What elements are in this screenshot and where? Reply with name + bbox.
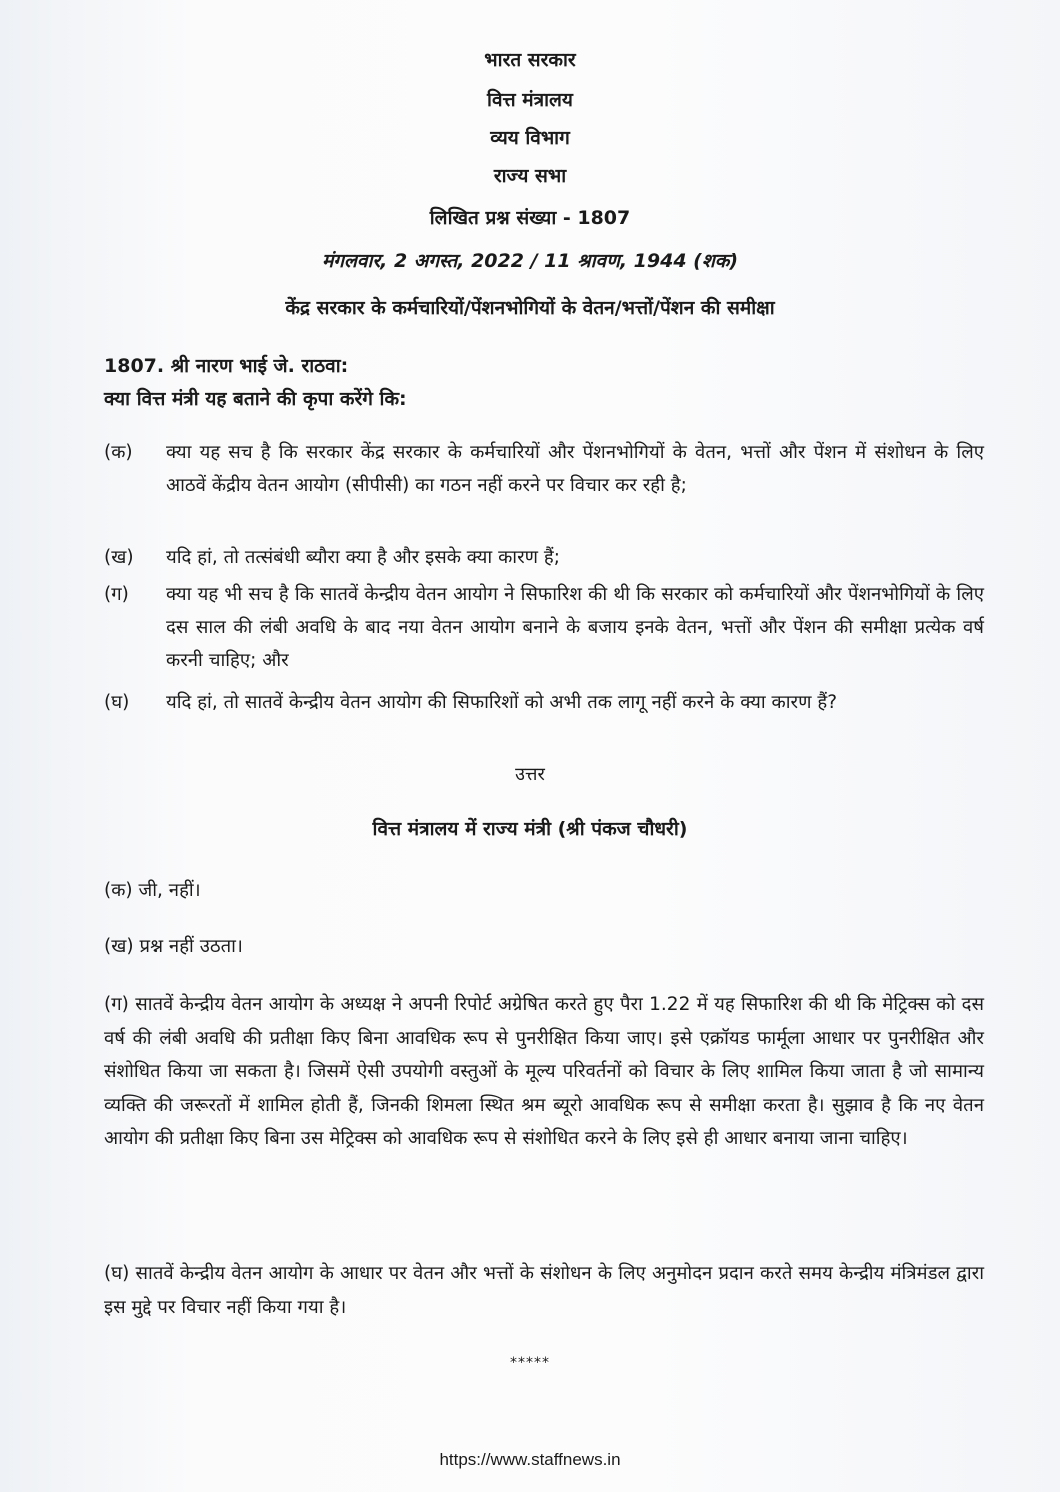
question-item — [104, 578, 984, 677]
header-department: व्यय विभाग — [490, 127, 570, 149]
question-item-label: (क) — [104, 442, 133, 463]
answer-gha: (घ) सातवें केन्द्रीय वेतन आयोग के आधार पर वेतन और भत्तों के संशोधन के लिए अनुमोदन प्रदान करते समय केन्द्रीय मंत्रिमंडल द्वारा इस मुद्दे पर विचार नहीं किया गया है। — [104, 1263, 984, 1318]
header-house: राज्य सभा — [493, 165, 567, 187]
header-govt: भारत सरकार — [484, 49, 576, 71]
question-item-label: (ग) — [104, 584, 129, 605]
question-item-text: यदि हां, तो सातवें केन्द्रीय वेतन आयोग की सिफारिशों को अभी तक लागू नहीं करने के क्या कारण हैं? — [166, 692, 838, 713]
question-date: मंगलवार, 2 अगस्त, 2022 / 11 श्रावण, 1944 (शक) — [321, 250, 739, 272]
question-item — [104, 436, 984, 502]
question-number-line: लिखित प्रश्न संख्या - 1807 — [429, 207, 631, 229]
question-item-text: क्या यह सच है कि सरकार केंद्र सरकार के कर्मचारियों और पेंशनभोगियों के वेतन, भत्तों और पेंशन में संशोधन के लिए आठवें केंद्रीय वेतन आयोग (सीपीसी) का गठन नहीं करने पर विचार कर रही है; — [166, 442, 984, 496]
header-ministry: वित्त मंत्रालय — [487, 89, 573, 111]
answer-kha: (ख) प्रश्न नहीं उठता। — [104, 936, 243, 957]
answer-minister: वित्त मंत्रालय में राज्य मंत्री (श्री पंकज चौधरी) — [372, 818, 688, 840]
answer-heading: उत्तर — [515, 764, 545, 785]
question-item-text: यदि हां, तो तत्संबंधी ब्यौरा क्या है और इसके क्या कारण हैं; — [166, 547, 560, 568]
question-subject: केंद्र सरकार के कर्मचारियों/पेंशनभोगियों के वेतन/भत्तों/पेंशन की समीक्षा — [285, 297, 775, 319]
question-item-label: (ख) — [104, 547, 134, 568]
question-item-label: (घ) — [104, 692, 130, 713]
question-item — [104, 541, 984, 574]
question-intro: क्या वित्त मंत्री यह बताने की कृपा करेंगे कि: — [104, 388, 407, 410]
answer-ga: (ग) सातवें केन्द्रीय वेतन आयोग के अध्यक्ष ने अपनी रिपोर्ट अग्रेषित करते हुए पैरा 1.22 में यह सिफारिश की थी कि मेट्रिक्स को दस वर्ष की लंबी अवधि की प्रतीक्षा किए बिना आवधिक रूप से पुनरीक्षित किया जाए। इसे एक्रॉयड फार्मूला आधार पर पुनरीक्षित और संशोधित किया जा सकता है। जिसमें ऐसी उपयोगी वस्तुओं के मूल्य परिवर्तनों को विचार के लिए शामिल किया जाता है जो सामान्य व्यक्ति की जरूरतों में शामिल होती हैं, जिनकी शिमला स्थित श्रम ब्यूरो आवधिक रूप से समीक्षा करता है। सुझाव है कि नए वेतन आयोग की प्रतीक्षा किए बिना उस मेट्रिक्स को आवधिक रूप से संशोधित करने के लिए इसे ही आधार बनाया जाना चाहिए। — [104, 994, 984, 1149]
question-item — [104, 686, 984, 719]
question-item-text: क्या यह भी सच है कि सातवें केन्द्रीय वेतन आयोग ने सिफारिश की थी कि सरकार को कर्मचारियों और पेंशनभोगियों के लिए दस साल की लंबी अवधि के बाद नया वेतन आयोग बनाने के बजाय इनके वेतन, भत्तों और पेंशन की समीक्षा प्रत्येक वर्ष करनी चाहिए; और — [166, 584, 984, 671]
answer-ka: (क) जी, नहीं। — [104, 880, 201, 901]
footer-url: https://www.staffnews.in — [439, 1450, 621, 1469]
end-mark: ***** — [510, 1355, 550, 1371]
question-asker: 1807. श्री नारण भाई जे. राठवा: — [104, 355, 349, 377]
